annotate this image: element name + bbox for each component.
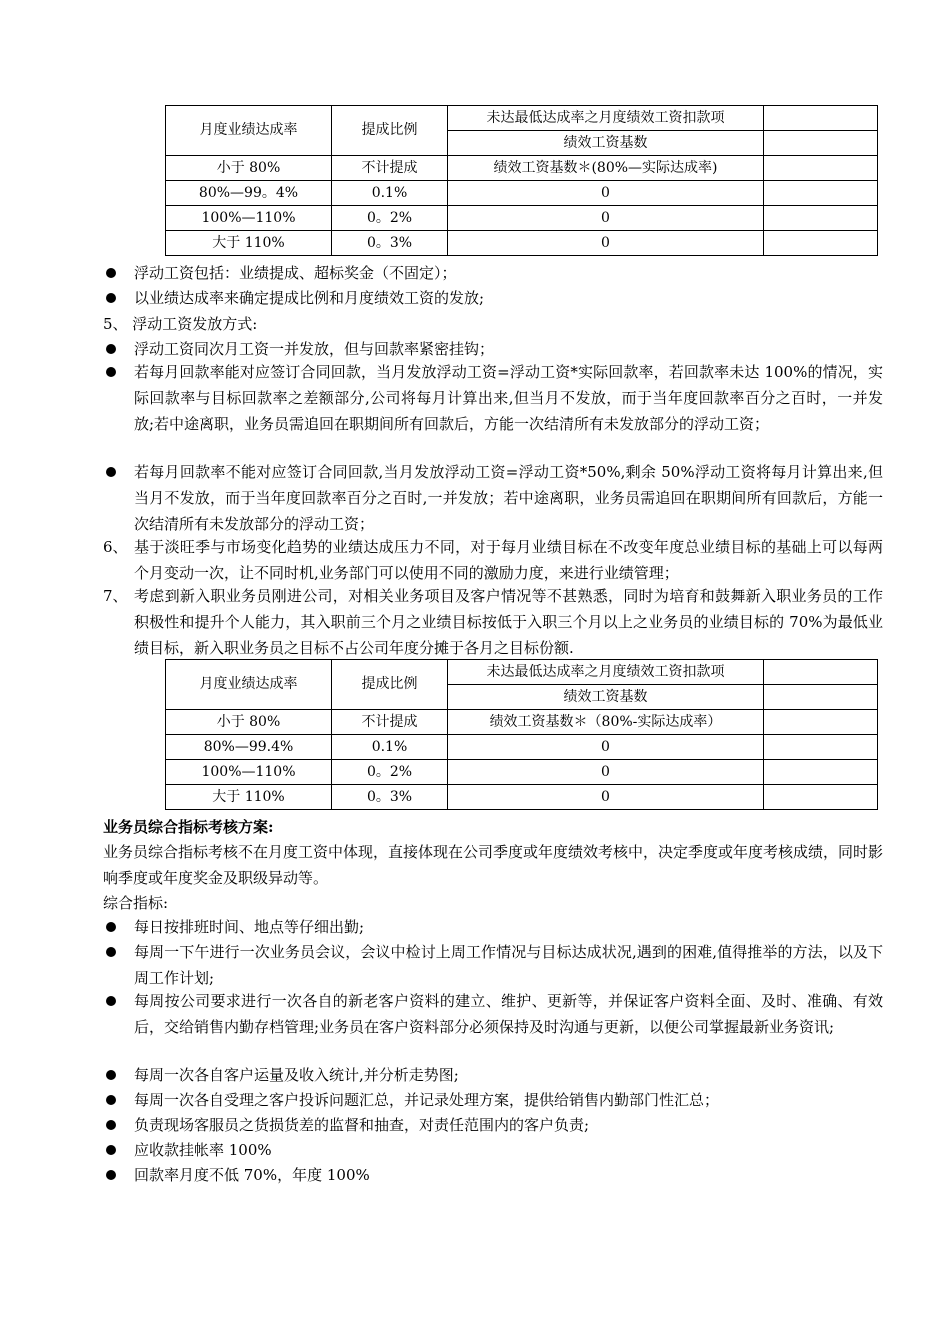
numbered-item-7 [103, 583, 883, 661]
list-item-text: 基于淡旺季与市场变化趋势的业绩达成压力不同，对于每月业绩目标在不改变年度总业绩目标的基础上可以每两个月变动一次，让不同时机,业务部门可以使用不同的激励力度，来进行业绩管理； [134, 538, 883, 582]
list-item [103, 988, 883, 1040]
table-cell: 小于 80% [166, 710, 332, 735]
list-item-text: 每周一次各自客户运量及收入统计,并分析走势图; [134, 1066, 459, 1084]
list-item-text: 每周一下午进行一次业务员会议，会议中检讨上周工作情况与目标达成状况,遇到的困难,值得推举的方法，以及下周工作计划; [134, 943, 883, 987]
empty-cell [764, 785, 878, 810]
table-cell: 100%—110% [166, 760, 332, 785]
table-cell: 0 [448, 785, 764, 810]
table-cell: 不计提成 [332, 156, 448, 181]
list-item-text: 若每月回款率能对应签订合同回款，当月发放浮动工资=浮动工资*实际回款率，若回款率未达 100%的情况，实际回款率与目标回款率之差额部分,公司将每月计算出来,但当月不发放，而于当年度回款率百分之百时，一并发放;若中途离职，业务员需追回在职期间所有回款后，方能一次结清所有未发放部分的浮动工资； [134, 363, 883, 433]
table-cell: 绩效工资基数＊（80%-实际达成率） [448, 710, 764, 735]
empty-cell [764, 685, 878, 710]
list-item [103, 1137, 883, 1163]
bullet-icon [106, 1170, 116, 1180]
table-cell: 绩效工资基数＊(80%—实际达成率) [448, 156, 764, 181]
header-achievement-rate: 月度业绩达成率 [166, 106, 332, 156]
bullet-icon [106, 947, 116, 957]
header-achievement-rate: 月度业绩达成率 [166, 660, 332, 710]
table-cell: 大于 110% [166, 785, 332, 810]
table-row [166, 156, 878, 181]
list-item-text: 若每月回款率不能对应签订合同回款,当月发放浮动工资=浮动工资*50%,剩余 50%浮动工资将每月计算出来,但当月不发放，而于当年度回款率百分之百时,一并发放；若中途离职，业务员需追回在职期间所有回款后，方能一次结清所有未发放部分的浮动工资； [134, 463, 883, 533]
bullet-icon [106, 293, 116, 303]
table-cell: 0 [448, 206, 764, 231]
empty-cell [764, 760, 878, 785]
table-cell: 0.1% [332, 735, 448, 760]
bullet-icon [106, 996, 116, 1006]
paragraph-text: 业务员综合指标考核不在月度工资中体现，直接体现在公司季度或年度绩效考核中，决定季度或年度考核成绩，同时影响季度或年度奖金及职级异动等。 [103, 843, 884, 887]
list-item-text: 负责现场客服员之货损货差的监督和抽查，对责任范围内的客户负责; [134, 1116, 590, 1134]
table-cell: 0。3% [332, 785, 448, 810]
bullet-icon [106, 1095, 116, 1105]
item-number: 6、 [103, 538, 128, 556]
table-cell: 0。3% [332, 231, 448, 256]
list-item [103, 1112, 883, 1138]
table-cell: 0 [448, 760, 764, 785]
table-cell: 80%—99。4% [166, 181, 332, 206]
header-commission-ratio: 提成比例 [332, 106, 448, 156]
empty-cell [764, 181, 878, 206]
list-item-text: 应收款挂帐率 100% [134, 1141, 272, 1159]
list-item-text: 考虑到新入职业务员刚进公司，对相关业务项目及客户情况等不甚熟悉，同时为培育和鼓舞新入职业务员的工作积极性和提升个人能力，其入职前三个月之业绩目标按低于入职三个月以上之业务员的业绩目标的 70%为最低业绩目标，新入职业务员之目标不占公司年度分摊于各月之目标份额. [134, 587, 883, 657]
empty-cell [764, 660, 878, 685]
list-item [103, 939, 883, 991]
table-cell: 小于 80% [166, 156, 332, 181]
list-item [103, 459, 883, 537]
header-commission-ratio: 提成比例 [332, 660, 448, 710]
list-item [103, 1087, 883, 1113]
section-subtitle: 综合指标: [103, 894, 169, 912]
list-item-text: 每周按公司要求进行一次各自的新老客户资料的建立、维护、更新等，并保证客户资料全面、及时、准确、有效后，交给销售内勤存档管理;业务员在客户资料部分必须保持及时沟通与更新，以便公司掌握最新业务资讯; [134, 992, 883, 1036]
list-item-text: 浮动工资同次月工资一并发放，但与回款率紧密挂钩； [134, 340, 495, 358]
table-row [166, 735, 878, 760]
table-cell: 不计提成 [332, 710, 448, 735]
empty-cell [764, 156, 878, 181]
empty-cell [764, 710, 878, 735]
table-row [166, 710, 878, 735]
list-item [103, 285, 883, 311]
table-cell: 0 [448, 231, 764, 256]
table-cell: 0 [448, 181, 764, 206]
list-item-text: 每日按排班时间、地点等仔细出勤; [134, 918, 365, 936]
list-item-text: 每周一次各自受理之客户投诉问题汇总，并记录处理方案，提供给销售内勤部门性汇总； [134, 1091, 720, 1109]
section-heading-5: 5、 浮动工资发放方式: [103, 315, 258, 333]
numbered-item-6 [103, 534, 883, 586]
bullet-icon [106, 922, 116, 932]
empty-cell [764, 231, 878, 256]
table-cell: 0。2% [332, 760, 448, 785]
empty-cell [764, 206, 878, 231]
list-item-text: 浮动工资包括：业绩提成、超标奖金（不固定）； [134, 264, 457, 282]
list-item [103, 260, 883, 286]
list-item [103, 914, 883, 940]
empty-cell [764, 735, 878, 760]
header-base-salary: 绩效工资基数 [448, 685, 764, 710]
list-item-text: 回款率月度不低 70%，年度 100% [134, 1166, 370, 1184]
item-number: 7、 [103, 587, 128, 605]
table-cell: 0.1% [332, 181, 448, 206]
section-title: 业务员综合指标考核方案: [103, 818, 274, 836]
list-item [103, 1162, 883, 1188]
header-base-salary: 绩效工资基数 [448, 131, 764, 156]
table-row [166, 206, 878, 231]
header-deduction-item: 未达最低达成率之月度绩效工资扣款项 [448, 660, 764, 685]
bullet-icon [106, 367, 116, 377]
table-cell: 100%—110% [166, 206, 332, 231]
bullet-icon [106, 344, 116, 354]
list-item [103, 359, 883, 437]
table-row [166, 785, 878, 810]
list-item-text: 以业绩达成率来确定提成比例和月度绩效工资的发放; [134, 289, 485, 307]
intro-paragraph [103, 839, 883, 891]
table-cell: 0 [448, 735, 764, 760]
table-cell: 大于 110% [166, 231, 332, 256]
bullet-icon [106, 1070, 116, 1080]
bullet-icon [106, 268, 116, 278]
table-row [166, 181, 878, 206]
commission-table-2 [165, 659, 878, 810]
table-row [166, 760, 878, 785]
table-cell: 0。2% [332, 206, 448, 231]
table-row [166, 231, 878, 256]
header-deduction-item: 未达最低达成率之月度绩效工资扣款项 [448, 106, 764, 131]
bullet-icon [106, 1145, 116, 1155]
bullet-icon [106, 467, 116, 477]
bullet-icon [106, 1120, 116, 1130]
commission-table-1 [165, 105, 878, 256]
table-cell: 80%—99.4% [166, 735, 332, 760]
empty-cell [764, 131, 878, 156]
empty-cell [764, 106, 878, 131]
list-item [103, 1062, 883, 1088]
